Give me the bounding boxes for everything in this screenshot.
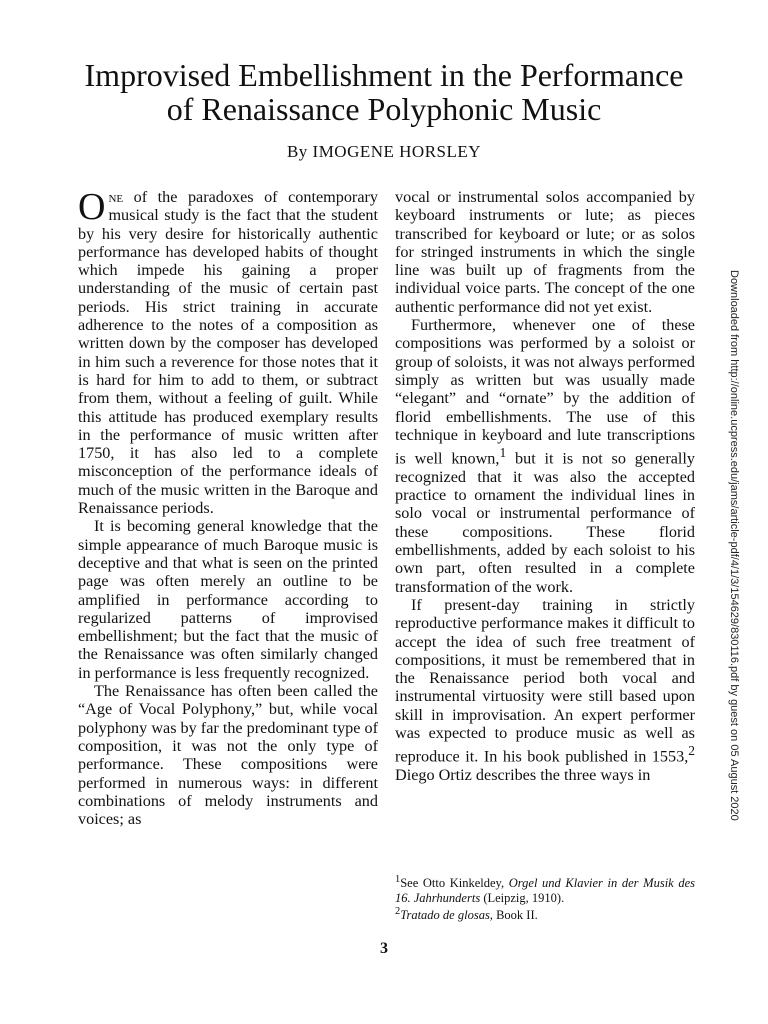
footnotes	[395, 873, 695, 923]
footnote-2	[395, 905, 695, 923]
footnote-text: (Leipzig, 1910).	[480, 890, 565, 905]
text-run: Diego Ortiz describes the three ways in	[395, 765, 651, 784]
paragraph: vocal or instrumental solos accompanied by keyboard instruments or lute; as pieces transcribed for keyboard or lute; or as solos for stringed instruments in which the single line was built up of fragments from the individual voice parts. The concept of the one authentic performance did not yet exist.	[395, 188, 695, 316]
paragraph	[395, 316, 695, 596]
footnote-text: Book II.	[492, 908, 538, 923]
paragraph-opening	[78, 188, 378, 517]
footnote-title: Orgel und Klavier in der Musik des 16. Jahrhunderts	[395, 876, 696, 905]
footnote-ref[interactable]: 2	[688, 743, 695, 759]
title-line-1: Improvised Embellishment in the Performance	[84, 57, 684, 93]
article-title	[40, 58, 728, 126]
left-column	[78, 188, 378, 828]
paragraph: It is becoming general knowledge that the simple appearance of much Baroque music is deceptive and that what is seen on the printed page was often merely an outline to be amplified in performance according to regularized patterns of improvised embellishment; but the fact that the music of the Renaissance was often similarly changed in performance is less frequently recognized.	[78, 517, 378, 682]
footnote-ref[interactable]: 1	[499, 445, 507, 461]
drop-cap: O	[78, 186, 106, 228]
text-run: Furthermore, whenever one of these compositions was performed by a soloist or group of soloists, it was not always performed simply as written but was usually made “elegant” and “ornate” by the addition of florid embellishments. The use of this technique in keyboard and lute transcriptions is well known,	[395, 316, 695, 468]
author-byline: By IMOGENE HORSLEY	[286, 142, 482, 161]
opening-text: of the paradoxes of contemporary musical study is the fact that the student by his very desire for historically authentic performance has developed habits of thought which impede his gaining a proper understanding of the music of certain past periods. His strict training in accurate adherence to the notes of a composition as written down by the composer has developed in him such a reverence for those notes that it is hard for him to add to them, or subtract from them, without a feeling of guilt. While this attitude has produced exemplary results in the performance of music written after 1750, it has also led to a complete misconception of the performance ideals of much of the music written in the Baroque and Renaissance periods.	[78, 188, 378, 518]
paragraph: The Renaissance has often been called the “Age of Vocal Polyphony,” but, while vocal polyphony was by far the predominant type of composition, it was not the only type of performance. These compositions were performed in numerous ways: in different combinations of melody instruments and voices; as	[78, 682, 378, 829]
text-run: If present-day training in strictly reproductive performance makes it difficult to accept the idea of such free treatment of compositions, it must be remembered that in the Renaissance period both vocal and instrumental virtuosity were still based upon skill in improvisation. An expert performer was expected to produce music as well as reproduce it. In his book published in 1553,	[395, 595, 695, 766]
right-column	[395, 188, 695, 784]
text-run: but it is not so generally recognized that it was also the accepted practice to ornament the individual lines in solo vocal or instrumental performance of these compositions. These florid embellishments, added by each soloist to his own part, often resulted in a complete transformation of the work.	[395, 449, 695, 596]
download-watermark: Downloaded from http://online.ucpress.edu/jams/article-pdf/4/1/3/154629/830116.pdf by guest on 05 August 2020	[728, 270, 740, 821]
opening-small-caps: ne	[108, 188, 124, 206]
paragraph	[395, 596, 695, 784]
footnote-mark: 2	[395, 906, 401, 918]
page-number: 3	[380, 940, 388, 957]
footnote-title: Tratado de glosas,	[400, 908, 493, 923]
footnote-text: See Otto Kinkeldey,	[400, 876, 509, 891]
footnote-1	[395, 873, 695, 905]
title-line-2: of Renaissance Polyphonic Music	[166, 91, 602, 127]
footnote-mark: 1	[395, 874, 401, 885]
